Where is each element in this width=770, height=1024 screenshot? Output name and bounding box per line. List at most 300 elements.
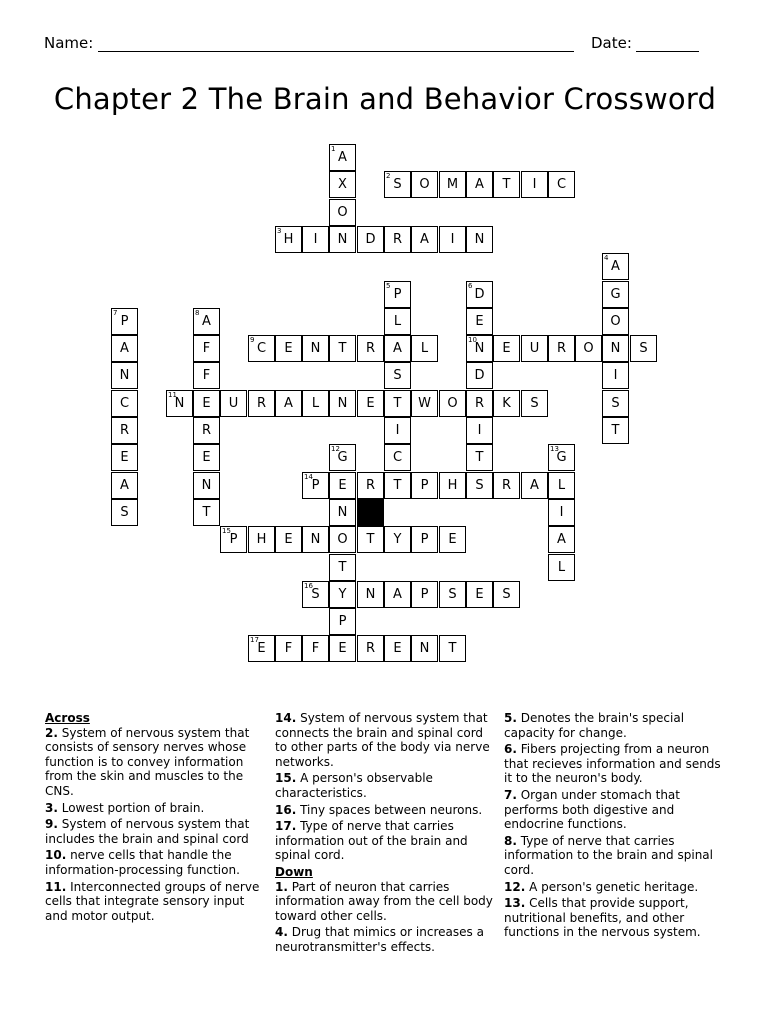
clue-text: Fibers projecting from a neuron that recieves information and sends it to the neuron's body. xyxy=(504,742,721,786)
cell-letter: S xyxy=(393,368,402,383)
grid-cell[interactable] xyxy=(111,308,138,335)
cell-letter: O xyxy=(583,341,594,356)
clue-text: A person's genetic heritage. xyxy=(525,879,699,894)
clue-text: Type of nerve that carries information to the brain and spinal cord. xyxy=(504,833,713,877)
grid-cell[interactable] xyxy=(602,308,629,335)
cell-letter: S xyxy=(120,505,129,520)
clue-number: 3 xyxy=(277,227,282,235)
grid-cell[interactable] xyxy=(384,281,411,308)
grid-cell[interactable] xyxy=(329,335,356,362)
cell-letter: S xyxy=(611,396,620,411)
grid-cell[interactable] xyxy=(384,472,411,499)
cell-letter: T xyxy=(338,341,347,356)
name-label: Name: xyxy=(44,34,94,52)
grid-cell[interactable] xyxy=(329,171,356,198)
across-clue-list-2 xyxy=(275,711,493,863)
grid-cell[interactable] xyxy=(548,499,575,526)
cell-letter: P xyxy=(393,287,402,302)
cell-letter: E xyxy=(338,478,347,493)
clue-text: Denotes the brain's special capacity for change. xyxy=(504,711,685,740)
cell-letter: D xyxy=(365,232,376,247)
grid-cell[interactable] xyxy=(302,390,329,417)
clue-num: 8. xyxy=(504,833,517,848)
down-clue-list-1 xyxy=(275,880,493,955)
grid-cell[interactable] xyxy=(602,253,629,280)
grid-cell[interactable] xyxy=(329,226,356,253)
cell-letter: G xyxy=(556,450,567,465)
grid-cell[interactable] xyxy=(493,171,520,198)
cell-letter: E xyxy=(284,532,293,547)
clue-num: 11. xyxy=(45,879,67,894)
grid-cell[interactable] xyxy=(384,390,411,417)
grid-cell[interactable] xyxy=(493,581,520,608)
grid-cell[interactable] xyxy=(302,635,329,662)
cell-letter: N xyxy=(119,368,130,383)
cell-letter: O xyxy=(419,177,430,192)
cell-letter: N xyxy=(337,396,348,411)
grid-cell[interactable] xyxy=(193,472,220,499)
across-clue xyxy=(45,726,260,799)
grid-cell[interactable] xyxy=(357,390,384,417)
cell-letter: A xyxy=(475,177,484,192)
down-clue xyxy=(275,880,493,924)
cell-letter: P xyxy=(229,532,238,547)
grid-cell[interactable] xyxy=(275,226,302,253)
grid-cell[interactable] xyxy=(493,472,520,499)
grid-cell[interactable] xyxy=(357,581,384,608)
cell-letter: R xyxy=(474,396,485,411)
across-clue xyxy=(45,880,260,924)
clue-number: 4 xyxy=(604,254,609,262)
grid-cell[interactable] xyxy=(275,390,302,417)
cell-letter: N xyxy=(337,505,348,520)
cell-letter: S xyxy=(502,587,511,602)
clue-num: 2. xyxy=(45,725,58,740)
cell-letter: O xyxy=(610,314,621,329)
cell-letter: F xyxy=(284,641,293,656)
grid-cell[interactable] xyxy=(329,199,356,226)
grid-cell[interactable] xyxy=(602,335,629,362)
grid-cell[interactable] xyxy=(384,308,411,335)
cell-letter: F xyxy=(202,368,211,383)
grid-cell[interactable] xyxy=(439,390,466,417)
clue-number: 12 xyxy=(331,445,340,453)
grid-cell[interactable] xyxy=(466,281,493,308)
clue-text: System of nervous system that connects the brain and spinal cord to other parts of the body via nerve networks. xyxy=(275,711,490,769)
cell-letter: R xyxy=(365,478,376,493)
clue-number: 14 xyxy=(304,473,313,481)
clue-number: 11 xyxy=(168,391,177,399)
grid-cell[interactable] xyxy=(329,581,356,608)
cell-letter: A xyxy=(120,341,129,356)
grid-cell[interactable] xyxy=(521,472,548,499)
cell-letter: C xyxy=(119,396,130,411)
clue-num: 17. xyxy=(275,819,297,834)
grid-cell[interactable] xyxy=(411,635,438,662)
cell-letter: Y xyxy=(338,587,347,602)
grid-cell[interactable] xyxy=(329,608,356,635)
grid-cell[interactable] xyxy=(329,499,356,526)
clue-number: 9 xyxy=(250,336,255,344)
cell-letter: H xyxy=(256,532,267,547)
cell-letter: E xyxy=(202,396,211,411)
grid-cell[interactable] xyxy=(548,472,575,499)
grid-cell[interactable] xyxy=(466,335,493,362)
clue-text: Drug that mimics or increases a neurotransmitter's effects. xyxy=(275,925,484,954)
cell-letter: H xyxy=(447,478,458,493)
grid-cell[interactable] xyxy=(275,335,302,362)
across-clue-list-1 xyxy=(45,726,260,924)
grid-cell[interactable] xyxy=(166,390,193,417)
cell-letter: E xyxy=(120,450,129,465)
cell-letter: R xyxy=(501,478,512,493)
clue-num: 4. xyxy=(275,925,288,940)
down-clue-list-2 xyxy=(504,711,726,940)
grid-cell[interactable] xyxy=(248,635,275,662)
grid-cell[interactable] xyxy=(521,335,548,362)
grid-cell[interactable] xyxy=(357,635,384,662)
grid-cell[interactable] xyxy=(384,526,411,553)
clue-num: 13. xyxy=(504,896,526,911)
grid-cell[interactable] xyxy=(602,417,629,444)
clue-number: 10 xyxy=(468,336,477,344)
cell-letter: U xyxy=(529,341,540,356)
cell-letter: I xyxy=(532,177,537,192)
cell-letter: N xyxy=(310,532,321,547)
clue-num: 1. xyxy=(275,879,288,894)
page-title: Chapter 2 The Brain and Behavior Crossword xyxy=(53,82,717,116)
grid-cell[interactable] xyxy=(384,362,411,389)
cell-letter: L xyxy=(557,560,566,575)
cell-letter: R xyxy=(365,341,376,356)
grid-cell[interactable] xyxy=(193,417,220,444)
grid-cell[interactable] xyxy=(357,226,384,253)
down-heading: Down xyxy=(275,864,313,879)
grid-cell[interactable] xyxy=(548,444,575,471)
grid-cell[interactable] xyxy=(111,417,138,444)
grid-cell[interactable] xyxy=(329,390,356,417)
grid-cell[interactable] xyxy=(466,444,493,471)
grid-cell[interactable] xyxy=(466,390,493,417)
grid-cell[interactable] xyxy=(466,171,493,198)
clue-number: 2 xyxy=(386,172,391,180)
cell-letter: P xyxy=(420,478,429,493)
grid-cell[interactable] xyxy=(111,390,138,417)
cell-letter: O xyxy=(447,396,458,411)
cell-letter: R xyxy=(201,423,212,438)
cell-letter: E xyxy=(366,396,375,411)
cell-letter: S xyxy=(475,478,484,493)
cell-letter: L xyxy=(311,396,320,411)
cell-letter: S xyxy=(639,341,648,356)
down-clue xyxy=(504,880,726,895)
grid-cell[interactable] xyxy=(384,635,411,662)
grid-cell[interactable] xyxy=(466,308,493,335)
cell-letter: H xyxy=(283,232,294,247)
clue-text: Lowest portion of brain. xyxy=(57,800,205,815)
cell-letter: I xyxy=(477,423,482,438)
clue-num: 16. xyxy=(275,802,297,817)
grid-cell[interactable] xyxy=(521,390,548,417)
grid-cell[interactable] xyxy=(384,335,411,362)
clue-text: Part of neuron that carries information away from the cell body toward other cells. xyxy=(275,879,493,923)
grid-cell[interactable] xyxy=(411,171,438,198)
grid-cell[interactable] xyxy=(275,526,302,553)
cell-letter: T xyxy=(366,532,375,547)
clue-text: A person's observable characteristics. xyxy=(275,771,433,800)
clue-num: 15. xyxy=(275,771,297,786)
cell-letter: E xyxy=(257,641,266,656)
down-clue xyxy=(504,896,726,940)
grid-cell[interactable] xyxy=(602,281,629,308)
grid-cell[interactable] xyxy=(439,526,466,553)
cell-letter: R xyxy=(392,232,403,247)
clue-num: 7. xyxy=(504,787,517,802)
grid-cell[interactable] xyxy=(602,390,629,417)
grid-cell[interactable] xyxy=(302,226,329,253)
grid-cell[interactable] xyxy=(548,335,575,362)
grid-cell[interactable] xyxy=(466,226,493,253)
cell-letter: T xyxy=(338,560,347,575)
cell-letter: T xyxy=(393,396,402,411)
cell-letter: T xyxy=(393,478,402,493)
grid-cell[interactable] xyxy=(357,472,384,499)
grid-cell[interactable] xyxy=(193,362,220,389)
grid-cell[interactable] xyxy=(411,226,438,253)
grid-cell[interactable] xyxy=(439,635,466,662)
grid-cell[interactable] xyxy=(329,554,356,581)
cell-letter: E xyxy=(448,532,457,547)
cell-letter: A xyxy=(557,532,566,547)
grid-cell[interactable] xyxy=(384,444,411,471)
cell-letter: N xyxy=(310,341,321,356)
clue-num: 5. xyxy=(504,711,517,725)
grid-cell[interactable] xyxy=(411,335,438,362)
grid-cell[interactable] xyxy=(493,390,520,417)
clue-number: 15 xyxy=(222,527,231,535)
cell-letter: X xyxy=(338,177,347,192)
grid-cell[interactable] xyxy=(439,171,466,198)
clue-num: 12. xyxy=(504,879,526,894)
clue-num: 14. xyxy=(275,711,297,725)
cell-letter: E xyxy=(202,450,211,465)
cell-letter: P xyxy=(120,314,129,329)
grid-cell[interactable] xyxy=(193,335,220,362)
grid-cell[interactable] xyxy=(329,635,356,662)
cell-letter: T xyxy=(502,177,511,192)
grid-cell[interactable] xyxy=(548,554,575,581)
grid-cell[interactable] xyxy=(193,444,220,471)
cell-letter: A xyxy=(393,587,402,602)
cell-letter: N xyxy=(365,587,376,602)
cell-letter: G xyxy=(337,450,348,465)
cell-letter: N xyxy=(610,341,621,356)
cell-letter: S xyxy=(448,587,457,602)
cell-letter: M xyxy=(446,177,459,192)
cell-letter: N xyxy=(174,396,185,411)
cell-letter: T xyxy=(448,641,457,656)
cell-letter: R xyxy=(119,423,130,438)
down-clue xyxy=(504,711,726,740)
cell-letter: R xyxy=(256,396,267,411)
cell-letter: A xyxy=(284,396,293,411)
grid-cell[interactable] xyxy=(630,335,657,362)
cell-letter: A xyxy=(393,341,402,356)
cell-letter: T xyxy=(202,505,211,520)
grid-cell[interactable] xyxy=(384,417,411,444)
grid-cell[interactable] xyxy=(220,390,247,417)
cell-letter: L xyxy=(420,341,429,356)
cell-letter: E xyxy=(475,587,484,602)
grid-cell[interactable] xyxy=(466,417,493,444)
clue-num: 3. xyxy=(45,800,58,815)
grid-cell[interactable] xyxy=(111,362,138,389)
clue-num: 10. xyxy=(45,848,67,863)
cell-letter: U xyxy=(228,396,239,411)
grid-cell[interactable] xyxy=(411,581,438,608)
cell-letter: K xyxy=(502,396,511,411)
grid-cell[interactable] xyxy=(248,526,275,553)
cell-letter: I xyxy=(559,505,564,520)
grid-cell[interactable] xyxy=(357,526,384,553)
grid-cell[interactable] xyxy=(248,390,275,417)
cell-letter: F xyxy=(311,641,320,656)
clues-column-3 xyxy=(504,711,726,942)
grid-cell[interactable] xyxy=(193,499,220,526)
clue-text: Cells that provide support, nutritional benefits, and other functions in the nervous system. xyxy=(504,896,701,940)
cell-letter: A xyxy=(202,314,211,329)
cell-letter: P xyxy=(420,532,429,547)
cell-letter: N xyxy=(474,341,485,356)
across-clue xyxy=(275,819,493,863)
grid-cell[interactable] xyxy=(111,472,138,499)
grid-cell[interactable] xyxy=(548,526,575,553)
across-clue xyxy=(275,711,493,769)
clues-column-1 xyxy=(45,711,260,925)
cell-letter: E xyxy=(393,641,402,656)
cell-letter: D xyxy=(474,368,485,383)
clue-num: 6. xyxy=(504,742,517,757)
cell-letter: E xyxy=(502,341,511,356)
cell-letter: A xyxy=(611,259,620,274)
cell-letter: O xyxy=(337,532,348,547)
down-clue xyxy=(275,925,493,954)
cell-letter: A xyxy=(120,478,129,493)
black-square xyxy=(357,499,384,526)
grid-cell[interactable] xyxy=(329,144,356,171)
grid-cell[interactable] xyxy=(302,526,329,553)
grid-cell[interactable] xyxy=(384,226,411,253)
clue-number: 8 xyxy=(195,309,200,317)
cell-letter: O xyxy=(337,205,348,220)
grid-cell[interactable] xyxy=(302,335,329,362)
cell-letter: F xyxy=(202,341,211,356)
clue-text: Type of nerve that carries information out of the brain and spinal cord. xyxy=(275,819,468,863)
grid-cell[interactable] xyxy=(193,308,220,335)
grid-cell[interactable] xyxy=(111,499,138,526)
grid-cell[interactable] xyxy=(384,171,411,198)
cell-letter: C xyxy=(556,177,567,192)
grid-cell[interactable] xyxy=(302,581,329,608)
grid-cell[interactable] xyxy=(384,581,411,608)
cell-letter: E xyxy=(284,341,293,356)
cell-letter: N xyxy=(419,641,430,656)
grid-cell[interactable] xyxy=(411,472,438,499)
cell-letter: N xyxy=(474,232,485,247)
grid-cell[interactable] xyxy=(329,444,356,471)
cell-letter: E xyxy=(338,641,347,656)
cell-letter: E xyxy=(475,314,484,329)
grid-cell[interactable] xyxy=(275,635,302,662)
cell-letter: G xyxy=(610,287,621,302)
grid-cell[interactable] xyxy=(439,472,466,499)
grid-cell[interactable] xyxy=(602,362,629,389)
clue-num: 9. xyxy=(45,817,58,832)
cell-letter: C xyxy=(256,341,267,356)
grid-cell[interactable] xyxy=(193,390,220,417)
grid-cell[interactable] xyxy=(466,581,493,608)
clue-number: 17 xyxy=(250,636,259,644)
cell-letter: A xyxy=(420,232,429,247)
grid-cell[interactable] xyxy=(111,444,138,471)
clue-number: 16 xyxy=(304,582,313,590)
grid-cell[interactable] xyxy=(302,472,329,499)
grid-cell[interactable] xyxy=(329,472,356,499)
cell-letter: I xyxy=(313,232,318,247)
grid-cell[interactable] xyxy=(411,390,438,417)
grid-cell[interactable] xyxy=(439,226,466,253)
clue-number: 6 xyxy=(468,282,473,290)
cell-letter: R xyxy=(556,341,567,356)
across-clue xyxy=(45,801,260,816)
grid-cell[interactable] xyxy=(493,335,520,362)
cell-letter: S xyxy=(311,587,320,602)
clue-text: System of nervous system that includes the brain and spinal cord xyxy=(45,817,250,846)
clue-number: 13 xyxy=(550,445,559,453)
cell-letter: N xyxy=(337,232,348,247)
cell-letter: P xyxy=(420,587,429,602)
cell-letter: P xyxy=(311,478,320,493)
cell-letter: C xyxy=(392,450,403,465)
clue-text: Organ under stomach that performs both digestive and endocrine functions. xyxy=(504,787,680,832)
grid-cell[interactable] xyxy=(248,335,275,362)
across-clue xyxy=(45,848,260,877)
grid-cell[interactable] xyxy=(439,581,466,608)
grid-cell[interactable] xyxy=(357,335,384,362)
grid-cell[interactable] xyxy=(548,171,575,198)
cell-letter: I xyxy=(613,368,618,383)
grid-cell[interactable] xyxy=(411,526,438,553)
clue-number: 7 xyxy=(113,309,118,317)
grid-cell[interactable] xyxy=(329,526,356,553)
cell-letter: W xyxy=(418,396,431,411)
grid-cell[interactable] xyxy=(521,171,548,198)
down-clue xyxy=(504,742,726,786)
cell-letter: S xyxy=(530,396,539,411)
cell-letter: T xyxy=(475,450,484,465)
grid-cell[interactable] xyxy=(111,335,138,362)
clue-number: 1 xyxy=(331,145,336,153)
grid-cell[interactable] xyxy=(466,362,493,389)
clue-text: System of nervous system that consists of sensory nerves whose function is to convey information from the skin and muscles to the CNS. xyxy=(45,725,250,798)
cell-letter: L xyxy=(557,478,566,493)
grid-cell[interactable] xyxy=(466,472,493,499)
grid-cell[interactable] xyxy=(220,526,247,553)
cell-letter: A xyxy=(530,478,539,493)
cell-letter: D xyxy=(474,287,485,302)
grid-cell[interactable] xyxy=(575,335,602,362)
across-clue xyxy=(275,771,493,800)
